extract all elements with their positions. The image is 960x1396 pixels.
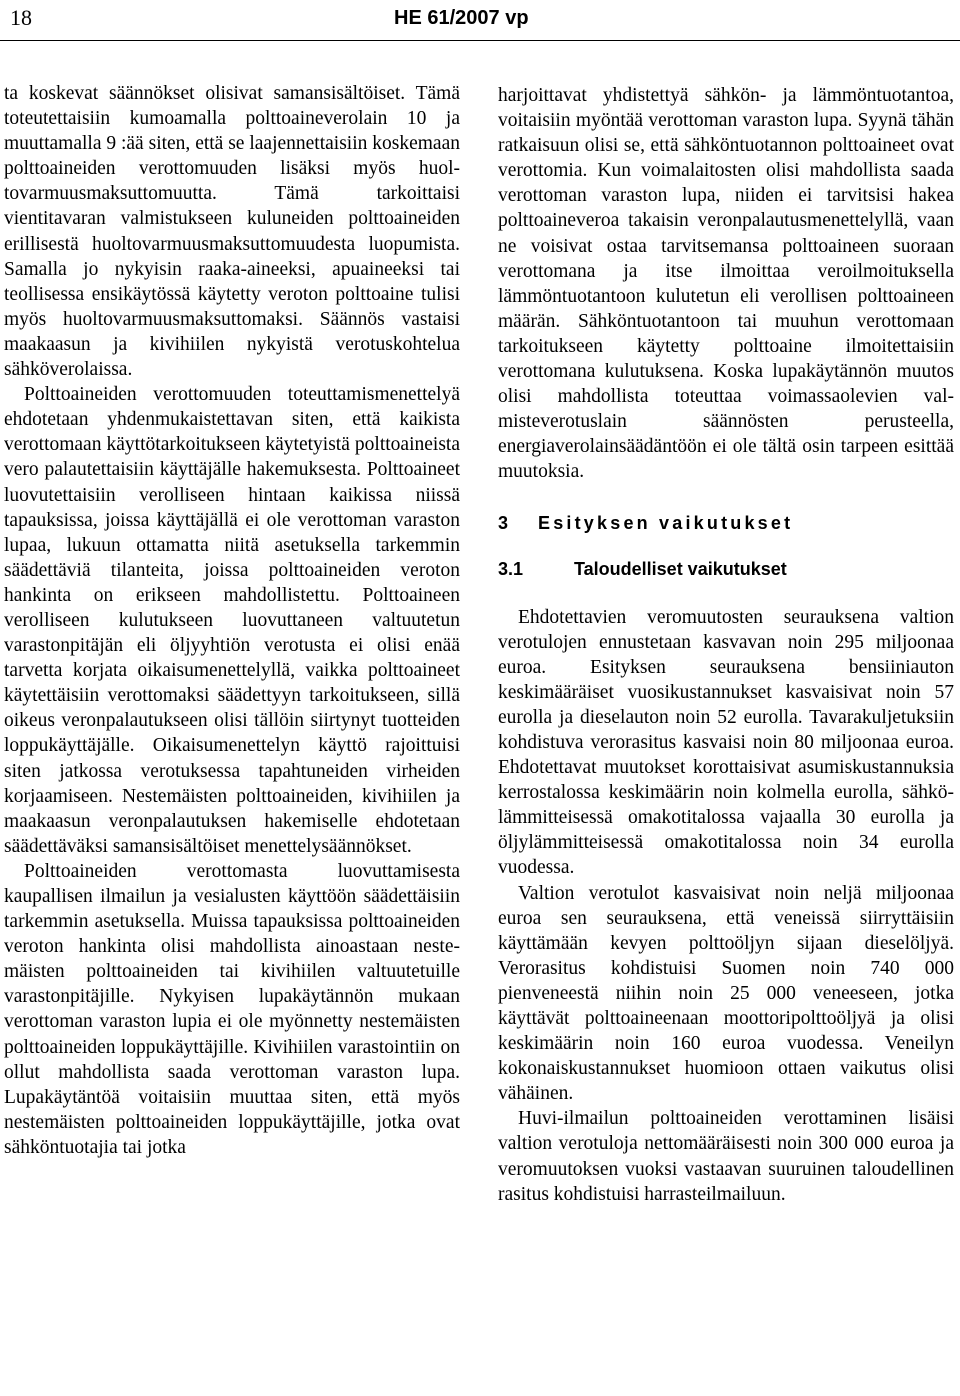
page-number: 18 [10, 5, 32, 30]
header-rule [0, 40, 960, 41]
subsection-heading [498, 557, 954, 581]
section-heading [498, 511, 954, 535]
left-column [4, 81, 460, 1160]
page-header [0, 0, 960, 40]
subsection-title: Taloudelliset vaikutukset [574, 558, 787, 579]
paragraph: Polttoaineiden verottomuuden toteuttamismenettelyä ehdotetaan yhdenmukaistettavan siten, että kaikista verottomaan käyttötarkoitukseen käytetyistä polttoaineista vero palautettaisiin käyttäjälle hakemuksesta. Polttoaineet luovutettaisiin verolliseen hintaan kaikissa niissä tapauksissa, joissa käyttäjällä ei ole verottoman varaston lupaa, lukuun ottamatta niitä asetuksella tarkemmin säädettäviä tilanteita, joissa polttoaineiden veroton hankinta on erikseen mahdollistettu. Polttoaineen verolliseen kulutukseen luovuttaneen valtuutetun varastonpitäjän eli öljyyhtiön verotusta ei olisi enää tarvetta korjata oikaisumenettelyllä, vaikka polttoaineet käytettäisiin verottomaksi säädettyyn tarkoitukseen, sillä oikeus veronpalautukseen olisi tällöin siirtynyt tuotteiden loppukäyttäjälle. Oikaisumenettelyn käyttö rajoittuisi siten jatkossa verotuksessa tapahtuneiden virheiden korjaamiseen. Nestemäisten polttoaineiden, kivihiilen ja maakaasun veronpalautuksen hakemiselle ehdotetaan säädettäväksi samansisältöiset menettelysäännökset. [4, 384, 460, 857]
paragraph: Ehdotettavien veromuutosten seurauksena valtion verotulojen ennustetaan kasvavan noin 295 miljoonaa euroa. Esityksen seurauksena bensiiniauton keskimääräiset vuosikustannukset kasvaisivat noin 57 eurolla ja dieselauton noin 52 eurolla. Tavarakuljetuksiin kohdistuva verorasitus kasvaisi noin 80 miljoonaa euroa. Ehdotettavat muutokset korottaisivat asumiskustannuksia kerrostalossa keskimäärin noin kolmella eurolla, sähkölämmitteisessä omakotitalossa vajaalla 30 eurolla ja öljylämmitteisessä omakotitalossa noin 34 eurolla vuodessa. [498, 606, 954, 879]
section-number: 3 [498, 512, 509, 533]
subsection-number: 3.1 [498, 558, 524, 579]
paragraph: Polttoaineiden verottomasta luovuttamisesta kaupallisen ilmailun ja vesialusten käyttöön säädettäisiin tarkemmin asetuksella. Muissa tapauksissa polttoaineiden veroton hankinta olisi mahdollista ainoastaan nestemäisten polttoaineiden tai kivihiilen valtuutetuille varastonpitäjille. Nykyisen lupakäytännön mukaan verottoman varaston lupia ei ole myönnetty nestemäisten polttoaineiden loppukäyttäjille. Kivihiilen varastointiin on ollut mahdollista saada verottoman varaston lupa. Lupakäytäntöä voitaisiin muuttaa siten, että myös nestemäisten polttoaineiden loppukäyttäjille, jotka ovat sähköntuotajia tai jotka [4, 860, 460, 1158]
section-title: Esityksen vaikutukset [538, 512, 794, 533]
paragraph: Valtion verotulot kasvaisivat noin neljä miljoonaa euroa sen seurauksena, että veneissä siirryttäisiin käyttämään kevyen polttoöljyn sijaan dieselöljyä. Verorasitus kohdistuisi Suomen noin 740 000 pienveneestä niihin noin 25 000 veneeseen, jotka käyttävät polttoaineenaan moottoripolttoöljyä ja olisi keskimäärin noin 160 euroa vuodessa. Veneilyn kokonaiskustannukset huomioon ottaen vaikutus olisi vähäinen. [498, 882, 954, 1105]
right-column [498, 83, 954, 1207]
paragraph: Huvi-ilmailun polttoaineiden verottaminen lisäisi valtion verotuloja nettomääräisesti noin 300 000 euroa ja veromuutoksen vuoksi vastaavan suuruinen taloudellinen rasitus kohdistuisi harrasteilmailuun. [498, 1108, 954, 1205]
document-id: HE 61/2007 vp [394, 7, 529, 29]
paragraph: harjoittavat yhdistettyä sähkön- ja lämmöntuotantoa, voitaisiin myöntää verottoman varaston lupa. Syynä tähän ratkaisuun olisi se, että sähköntuotannon polttoaineet ovat verottomia. Kun voimalaitosten olisi mahdollista saada verottoman varaston lupa, niiden ei tarvitsisi hakea polttoaineveroa takaisin veronpalautusmenettelyllä, vaan ne voisivat ostaa tarvitsemansa polttoaineen suoraan verottomana ja itse ilmoittaa veroilmoituksella lämmöntuotantoon kulutetun eli verollisen polttoaineen määrän. Sähköntuotantoon tai muuhun verottomaan tarkoitukseen käytetty polttoaine ilmoitettaisiin verottomana kulutuksena. Koska lupakäytännön muutos olisi mahdollista toteuttaa voimassaolevien valmisteverotuslain säännösten perusteella, energiaverolainsäädäntöön ei ole tältä osin tarpeen esittää muutoksia. [498, 85, 954, 483]
paragraph: ta koskevat säännökset olisivat samansisältöiset. Tämä toteutettaisiin kumoamalla polttoaineverolain 10 ja muuttamalla 9 :ää siten, että se laajennettaisiin koskemaan polttoaineiden verottomuuden lisäksi myös huoltovarmuusmaksuttomuutta. Tämä tarkoittaisi vientitavaran valmistukseen kuluneiden polttoaineiden erillisestä huoltovarmuusmaksuttomuudesta luopumista. Samalla jo nykyisin raaka-aineeksi, apuaineeksi tai teollisessa ensikäytössä käytetty veroton polttoaine tulisi myös huoltovarmuusmaksuttomaksi. Säännös vastaisi maakaasun ja kivihiilen nykyistä verotuskohtelua sähköverolaissa. [4, 83, 460, 381]
